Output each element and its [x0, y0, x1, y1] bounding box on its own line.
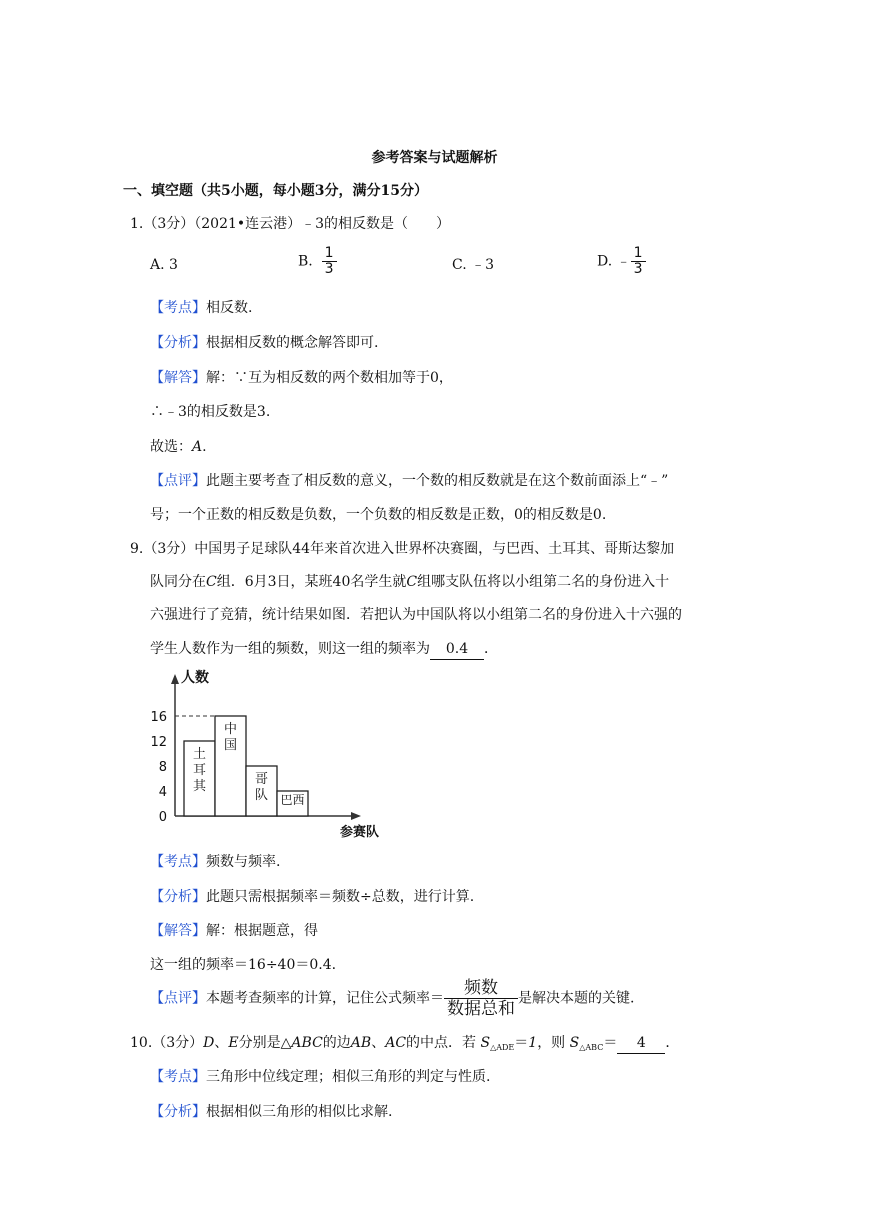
q9-jieda: 【解答】解：根据题意，得: [150, 923, 318, 939]
section-title: 一、填空题（共5小题，每小题3分，满分15分）: [123, 183, 428, 199]
bar-label: 中国: [223, 722, 238, 753]
q1-option-b: B. $\frac{1}{3}$: [298, 246, 337, 277]
bar-label: 土耳其: [192, 747, 207, 794]
y-tick-label: 16: [150, 710, 167, 725]
y-tick-label: 8: [158, 760, 167, 775]
q9-fenxi: 【分析】此题只需根据频率＝频数÷总数，进行计算.: [150, 889, 475, 905]
x-axis-arrow: [351, 812, 361, 820]
y-tick-label: 0: [158, 810, 167, 825]
q1-stem: 1.（3分）（2021•连云港）﹣3的相反数是（ ）: [130, 216, 451, 232]
q9-kaodian: 【考点】频数与频率.: [150, 854, 281, 870]
fenxi-tag: 【分析】: [150, 889, 206, 905]
q1-solution-line: ∴﹣3的相反数是3.: [150, 404, 271, 420]
q1-kaodian: 【考点】相反数.: [150, 300, 253, 316]
jieda-tag: 【解答】: [150, 370, 206, 386]
jieda-tag: 【解答】: [150, 923, 206, 939]
bar-label: 哥队: [254, 772, 269, 803]
x-axis-label: 参赛队: [340, 825, 380, 840]
q9-stem-line4: 学生人数作为一组的频数，则这一组的频率为 0.4 ．: [150, 639, 498, 660]
dianping-tag: 【点评】: [150, 473, 206, 489]
q10-fenxi: 【分析】根据相似三角形的相似比求解.: [150, 1104, 393, 1120]
q1-option-a: A. 3: [150, 257, 178, 273]
q1-dianping-cont: 号；一个正数的相反数是负数，一个负数的相反数是正数，0的相反数是0.: [150, 507, 607, 523]
q10-stem: 10.（3分）D、E分别是△ABC的边AB、AC的中点．若 $S_{\triangle ADE}=1$，则 $S_{\triangle ABC}= 4$ ．: [130, 1035, 680, 1052]
fraction: $\frac{1}{3}$: [631, 246, 646, 277]
bar-chart: [135, 664, 395, 844]
q1-option-c: C. ﹣3: [452, 257, 495, 273]
q1-answer-line: 故选：A.: [150, 439, 207, 455]
page-title: 参考答案与试题解析: [371, 150, 498, 166]
bar-label: 巴西: [280, 793, 305, 807]
kaodian-tag: 【考点】: [150, 854, 206, 870]
kaodian-tag: 【考点】: [150, 1069, 206, 1085]
answer-blank: 4: [617, 1033, 665, 1054]
q9-stem-line1: 9.（3分）中国男子足球队44年来首次进入世界杯决赛圈，与巴西、土耳其、哥斯达黎加: [130, 541, 675, 557]
q1-option-d: D. ﹣ $\frac{1}{3}$: [597, 246, 646, 277]
formula-fraction: $\frac{\text{频数}}{\text{数据总和}}$: [444, 978, 518, 1019]
q9-dianping: 【点评】本题考查频率的计算，记住公式频率＝ $\frac{\text{频数}}{\text{数据总和}}$ 是解决本题的关键.: [150, 978, 635, 1019]
q1-jieda: 【解答】解：∵互为相反数的两个数相加等于0，: [150, 370, 453, 386]
y-axis-label: 人数: [181, 670, 209, 686]
q9-calc: 这一组的频率＝16÷40＝0.4.: [150, 957, 337, 973]
dianping-tag: 【点评】: [150, 990, 206, 1007]
y-tick-label: 4: [158, 785, 167, 800]
kaodian-tag: 【考点】: [150, 300, 206, 316]
q10-kaodian: 【考点】三角形中位线定理；相似三角形的判定与性质.: [150, 1069, 491, 1085]
q9-stem-line3: 六强进行了竞猜，统计结果如图．若把认为中国队将以小组第二名的身份进入十六强的: [150, 607, 682, 623]
q1-fenxi: 【分析】根据相反数的概念解答即可.: [150, 335, 379, 351]
q1-dianping: 【点评】此题主要考查了相反数的意义，一个数的相反数就是在这个数前面添上“﹣”: [150, 473, 669, 489]
fenxi-tag: 【分析】: [150, 335, 206, 351]
q9-stem-line2: 队同分在C组．6月3日，某班40名学生就C组哪支队伍将以小组第二名的身份进入十: [150, 574, 670, 590]
fenxi-tag: 【分析】: [150, 1104, 206, 1120]
y-tick-label: 12: [150, 735, 167, 750]
fraction: $\frac{1}{3}$: [322, 246, 337, 277]
answer-blank: 0.4: [430, 639, 484, 660]
y-axis-arrow: [171, 674, 179, 684]
